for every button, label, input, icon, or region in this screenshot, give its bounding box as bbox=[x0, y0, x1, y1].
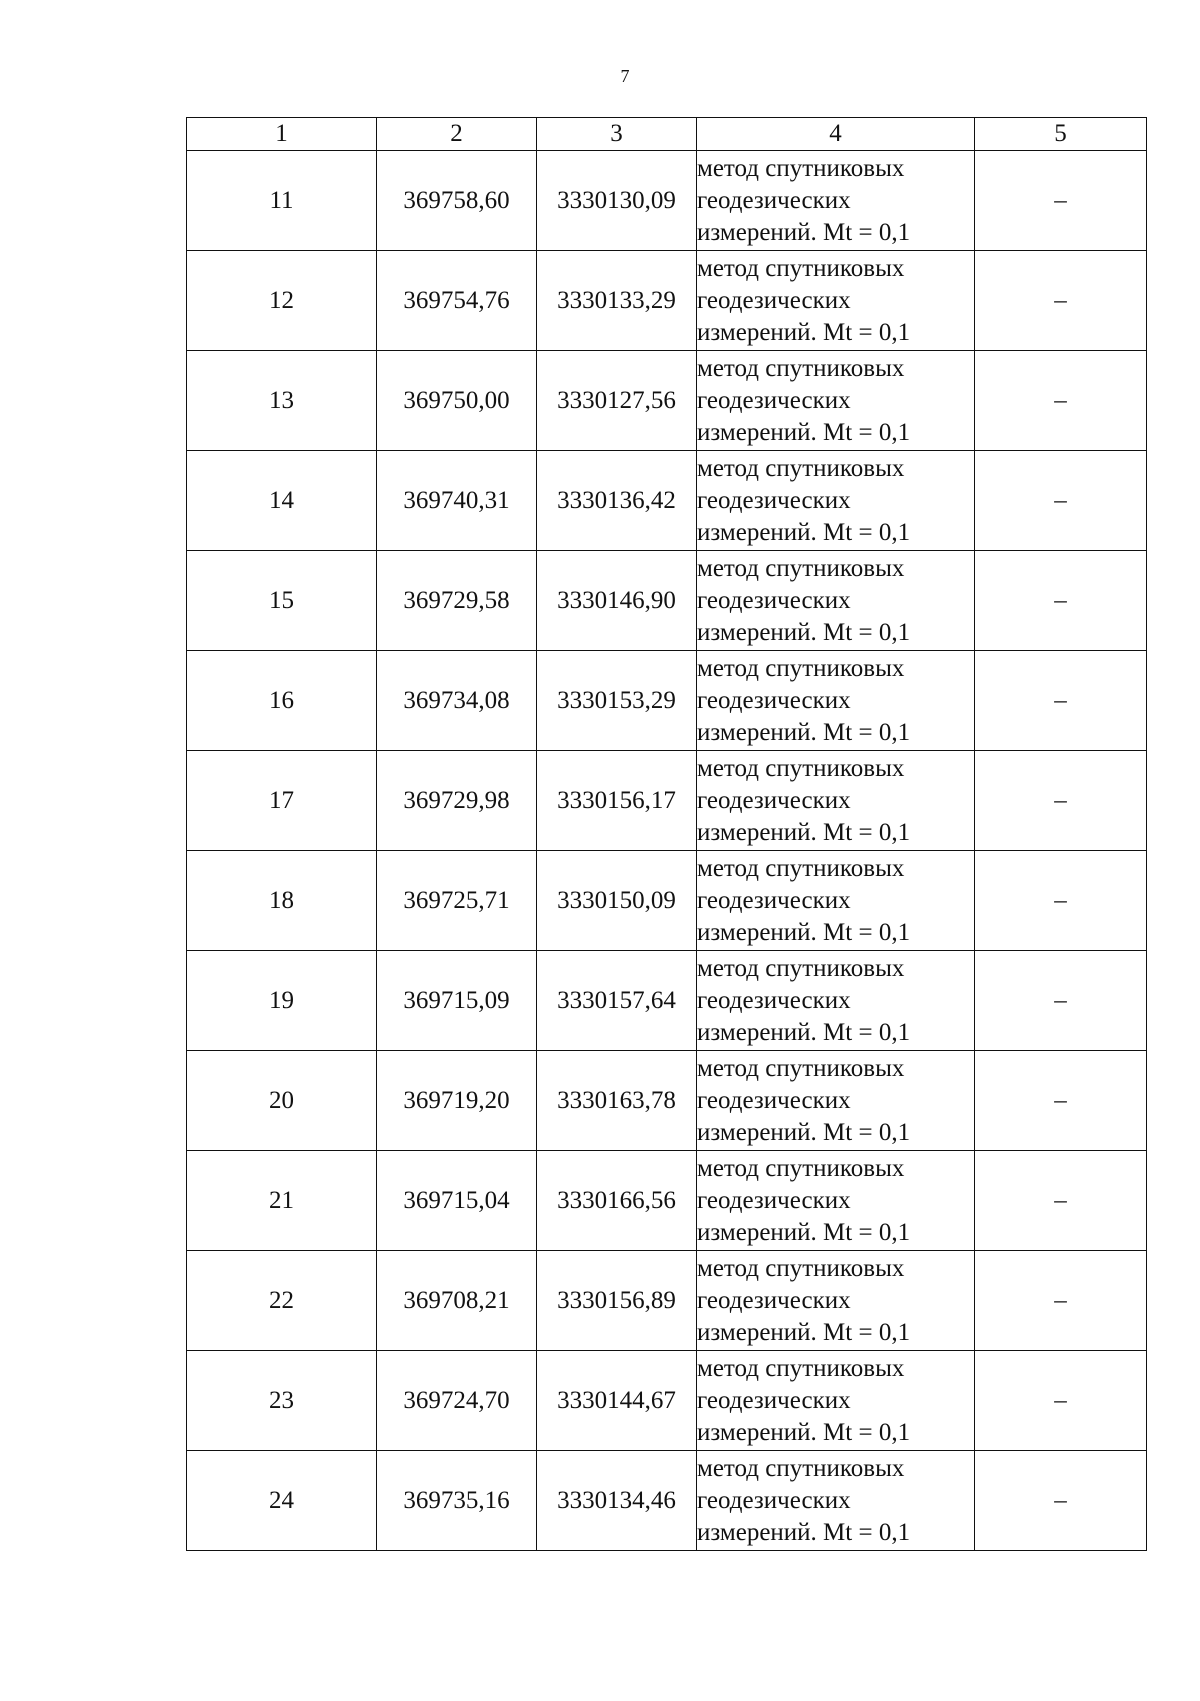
method-line: метод спутниковых bbox=[697, 554, 905, 582]
column-header-2: 2 bbox=[377, 118, 537, 151]
table-row bbox=[187, 151, 1147, 251]
note-cell: – bbox=[975, 1151, 1147, 1251]
point-number-cell: 22 bbox=[187, 1251, 377, 1351]
method-line: метод спутниковых bbox=[697, 354, 905, 382]
y-coordinate-cell: 3330127,56 bbox=[537, 351, 697, 451]
x-coordinate-cell: 369729,98 bbox=[377, 751, 537, 851]
table-row bbox=[187, 1451, 1147, 1551]
method-line: геодезических bbox=[697, 1186, 851, 1214]
note-cell: – bbox=[975, 1051, 1147, 1151]
method-cell bbox=[697, 151, 975, 251]
method-line: измерений. Mt = 0,1 bbox=[697, 818, 911, 846]
table-row bbox=[187, 851, 1147, 951]
x-coordinate-cell: 369758,60 bbox=[377, 151, 537, 251]
y-coordinate-cell: 3330144,67 bbox=[537, 1351, 697, 1451]
table-row bbox=[187, 1251, 1147, 1351]
table-row bbox=[187, 651, 1147, 751]
method-line: метод спутниковых bbox=[697, 854, 905, 882]
method-cell bbox=[697, 1451, 975, 1551]
y-coordinate-cell: 3330136,42 bbox=[537, 451, 697, 551]
method-line: геодезических bbox=[697, 586, 851, 614]
method-line: измерений. Mt = 0,1 bbox=[697, 1318, 911, 1346]
method-cell bbox=[697, 951, 975, 1051]
method-line: метод спутниковых bbox=[697, 454, 905, 482]
method-line: измерений. Mt = 0,1 bbox=[697, 718, 911, 746]
y-coordinate-cell: 3330150,09 bbox=[537, 851, 697, 951]
method-cell bbox=[697, 351, 975, 451]
method-line: измерений. Mt = 0,1 bbox=[697, 218, 911, 246]
note-cell: – bbox=[975, 1351, 1147, 1451]
column-header-1: 1 bbox=[187, 118, 377, 151]
x-coordinate-cell: 369724,70 bbox=[377, 1351, 537, 1451]
point-number-cell: 18 bbox=[187, 851, 377, 951]
method-line: геодезических bbox=[697, 486, 851, 514]
method-cell bbox=[697, 1351, 975, 1451]
x-coordinate-cell: 369719,20 bbox=[377, 1051, 537, 1151]
method-line: измерений. Mt = 0,1 bbox=[697, 1118, 911, 1146]
method-line: геодезических bbox=[697, 286, 851, 314]
method-line: измерений. Mt = 0,1 bbox=[697, 918, 911, 946]
method-line: измерений. Mt = 0,1 bbox=[697, 1418, 911, 1446]
table-row bbox=[187, 451, 1147, 551]
method-line: измерений. Mt = 0,1 bbox=[697, 518, 911, 546]
method-cell bbox=[697, 751, 975, 851]
method-line: геодезических bbox=[697, 786, 851, 814]
point-number-cell: 13 bbox=[187, 351, 377, 451]
x-coordinate-cell: 369740,31 bbox=[377, 451, 537, 551]
table-row bbox=[187, 251, 1147, 351]
method-line: геодезических bbox=[697, 386, 851, 414]
point-number-cell: 16 bbox=[187, 651, 377, 751]
y-coordinate-cell: 3330153,29 bbox=[537, 651, 697, 751]
table-row bbox=[187, 351, 1147, 451]
table-row bbox=[187, 1151, 1147, 1251]
method-cell bbox=[697, 251, 975, 351]
method-line: измерений. Mt = 0,1 bbox=[697, 1018, 911, 1046]
note-cell: – bbox=[975, 751, 1147, 851]
y-coordinate-cell: 3330134,46 bbox=[537, 1451, 697, 1551]
x-coordinate-cell: 369750,00 bbox=[377, 351, 537, 451]
point-number-cell: 14 bbox=[187, 451, 377, 551]
y-coordinate-cell: 3330133,29 bbox=[537, 251, 697, 351]
method-line: геодезических bbox=[697, 1386, 851, 1414]
method-line: метод спутниковых bbox=[697, 254, 905, 282]
page-number: 7 bbox=[620, 66, 630, 86]
table-row bbox=[187, 1351, 1147, 1451]
x-coordinate-cell: 369715,04 bbox=[377, 1151, 537, 1251]
method-line: геодезических bbox=[697, 886, 851, 914]
x-coordinate-cell: 369708,21 bbox=[377, 1251, 537, 1351]
point-number-cell: 12 bbox=[187, 251, 377, 351]
note-cell: – bbox=[975, 151, 1147, 251]
y-coordinate-cell: 3330156,17 bbox=[537, 751, 697, 851]
point-number-cell: 23 bbox=[187, 1351, 377, 1451]
x-coordinate-cell: 369715,09 bbox=[377, 951, 537, 1051]
method-cell bbox=[697, 651, 975, 751]
note-cell: – bbox=[975, 1251, 1147, 1351]
method-line: геодезических bbox=[697, 186, 851, 214]
point-number-cell: 21 bbox=[187, 1151, 377, 1251]
method-cell bbox=[697, 1251, 975, 1351]
y-coordinate-cell: 3330156,89 bbox=[537, 1251, 697, 1351]
method-line: измерений. Mt = 0,1 bbox=[697, 1218, 911, 1246]
method-line: метод спутниковых bbox=[697, 1454, 905, 1482]
y-coordinate-cell: 3330146,90 bbox=[537, 551, 697, 651]
x-coordinate-cell: 369735,16 bbox=[377, 1451, 537, 1551]
point-number-cell: 20 bbox=[187, 1051, 377, 1151]
method-line: измерений. Mt = 0,1 bbox=[697, 1518, 911, 1546]
method-line: метод спутниковых bbox=[697, 1254, 905, 1282]
x-coordinate-cell: 369725,71 bbox=[377, 851, 537, 951]
table-row bbox=[187, 551, 1147, 651]
table-row bbox=[187, 1051, 1147, 1151]
method-line: геодезических bbox=[697, 1086, 851, 1114]
method-line: метод спутниковых bbox=[697, 654, 905, 682]
method-line: метод спутниковых bbox=[697, 954, 905, 982]
note-cell: – bbox=[975, 551, 1147, 651]
note-cell: – bbox=[975, 451, 1147, 551]
method-line: измерений. Mt = 0,1 bbox=[697, 418, 911, 446]
method-line: метод спутниковых bbox=[697, 1054, 905, 1082]
x-coordinate-cell: 369734,08 bbox=[377, 651, 537, 751]
y-coordinate-cell: 3330163,78 bbox=[537, 1051, 697, 1151]
method-line: измерений. Mt = 0,1 bbox=[697, 318, 911, 346]
x-coordinate-cell: 369754,76 bbox=[377, 251, 537, 351]
note-cell: – bbox=[975, 351, 1147, 451]
method-cell bbox=[697, 851, 975, 951]
method-line: метод спутниковых bbox=[697, 1154, 905, 1182]
y-coordinate-cell: 3330157,64 bbox=[537, 951, 697, 1051]
header-row bbox=[187, 118, 1147, 151]
method-line: геодезических bbox=[697, 986, 851, 1014]
point-number-cell: 15 bbox=[187, 551, 377, 651]
method-line: геодезических bbox=[697, 1286, 851, 1314]
point-number-cell: 17 bbox=[187, 751, 377, 851]
y-coordinate-cell: 3330130,09 bbox=[537, 151, 697, 251]
coordinates-table bbox=[186, 117, 1147, 1551]
y-coordinate-cell: 3330166,56 bbox=[537, 1151, 697, 1251]
note-cell: – bbox=[975, 851, 1147, 951]
table-row bbox=[187, 951, 1147, 1051]
note-cell: – bbox=[975, 951, 1147, 1051]
column-header-5: 5 bbox=[975, 118, 1147, 151]
method-cell bbox=[697, 1151, 975, 1251]
x-coordinate-cell: 369729,58 bbox=[377, 551, 537, 651]
method-line: измерений. Mt = 0,1 bbox=[697, 618, 911, 646]
note-cell: – bbox=[975, 1451, 1147, 1551]
method-line: геодезических bbox=[697, 686, 851, 714]
method-cell bbox=[697, 551, 975, 651]
column-header-4: 4 bbox=[697, 118, 975, 151]
method-cell bbox=[697, 1051, 975, 1151]
point-number-cell: 24 bbox=[187, 1451, 377, 1551]
note-cell: – bbox=[975, 651, 1147, 751]
method-line: метод спутниковых bbox=[697, 754, 905, 782]
table-body bbox=[187, 151, 1147, 1551]
note-cell: – bbox=[975, 251, 1147, 351]
method-line: метод спутниковых bbox=[697, 154, 905, 182]
table-row bbox=[187, 751, 1147, 851]
point-number-cell: 19 bbox=[187, 951, 377, 1051]
method-line: геодезических bbox=[697, 1486, 851, 1514]
method-cell bbox=[697, 451, 975, 551]
method-line: метод спутниковых bbox=[697, 1354, 905, 1382]
point-number-cell: 11 bbox=[187, 151, 377, 251]
column-header-3: 3 bbox=[537, 118, 697, 151]
